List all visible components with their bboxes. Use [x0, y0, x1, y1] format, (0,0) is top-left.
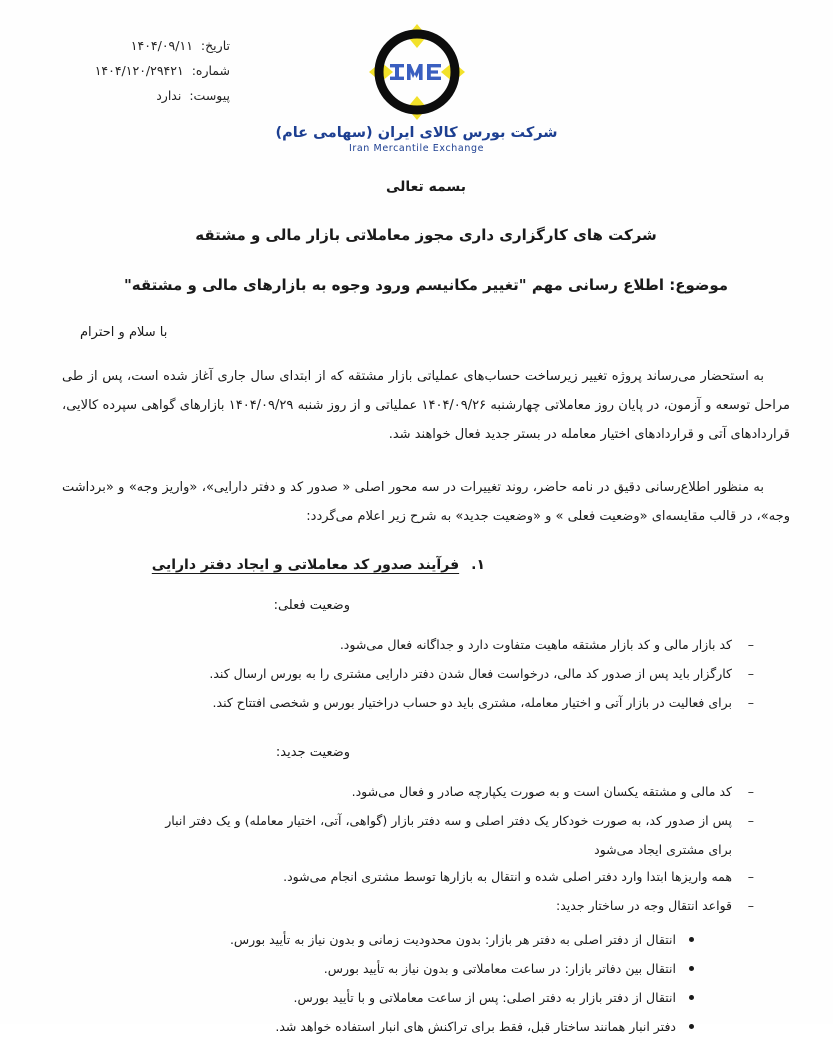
section-1-number: ۱.: [471, 557, 485, 573]
body-paragraph-2: به منظور اطلاع‌رسانی دقیق در نامه حاضر، روند تغییرات در سه محور اصلی « صدور کد و دفتر دارایی»، «واریز وجه» و «برداشت وجه»، در قالب مقایسه‌ای «وضعیت فعلی » و «وضعیت جدید» به شرح زیر اعلام می‌گردد:: [62, 480, 790, 524]
meta-value-date: ۱۴۰۴/۰۹/۱۱: [130, 38, 193, 53]
meta-row-date: [0, 33, 260, 58]
meta-row-attachment: [0, 83, 260, 108]
meta-label-date: تاریخ:: [200, 38, 230, 53]
ime-logo-icon: [369, 24, 465, 120]
new-status-list-continued: [62, 863, 790, 919]
letter-header: [0, 0, 833, 165]
salutation-line: با سلام و احترام: [80, 325, 168, 340]
new-status-list: [62, 778, 790, 834]
subject-line: موضوع: اطلاع رسانی مهم "تغییر مکانیسم ورود وجوه به بازارهای مالی و مشتقه": [123, 276, 729, 294]
organization-name-en: Iran Mercantile Exchange: [348, 143, 485, 154]
body-paragraph-1: به استحضار می‌رساند پروژه تغییر زیرساخت حساب‌های عملیاتی بازار مشتقه که از ابتدای سال جاری آغاز شده است، پس از طی مراحل توسعه و آزمون، در پایان روز معاملاتی چهارشنبه ۱۴۰۴/۰۹/۲۶ عملیاتی و از روز شنبه ۱۴۰۴/۰۹/۲۹ بازارهای گواهی سپرده کالایی، قراردادهای آتی و قراردادهای اختیار معامله در بستر جدید فعال خواهند شد.: [62, 369, 791, 442]
addressee-line: شرکت های کارگزاری داری مجوز معاملاتی بازار مالی و مشتقه: [195, 226, 657, 244]
section-1-title: فرآیند صدور کد معاملاتی و ایجاد دفتر دارایی: [151, 557, 460, 573]
letter-content: [0, 177, 833, 1041]
list-item: انتقال از دفتر اصلی به دفتر هر بازار: بدون محدودیت زمانی و بدون نیاز به تأیید بورس.: [62, 925, 698, 954]
list-item: – برای فعالیت در بازار آتی و اختیار معامله، مشتری باید دو حساب دراختیار بورس و شخصی افتتاح کند.: [62, 689, 754, 716]
new-status-item-2-continuation: برای مشتری ایجاد می‌شود: [594, 842, 732, 857]
list-item: انتقال بین دفاتر بازار: در ساعت معاملاتی و بدون نیاز به تأیید بورس.: [62, 954, 698, 983]
current-status-list: [62, 631, 790, 716]
bismillah-line: بسمه تعالی: [385, 179, 467, 195]
list-item: – همه واریزها ابتدا وارد دفتر اصلی شده و انتقال به بازارها توسط مشتری انجام می‌شود.: [62, 863, 754, 890]
current-status-label: وضعیت فعلی:: [273, 598, 350, 613]
section-1-heading: [62, 557, 790, 573]
meta-label-number: شماره:: [191, 63, 230, 78]
letter-meta-block: [0, 33, 260, 108]
meta-value-attachment: ندارد: [156, 88, 182, 103]
list-item: انتقال از دفتر بازار به دفتر اصلی: پس از ساعت معاملاتی و با تأیید بورس.: [62, 983, 698, 1012]
meta-row-number: [0, 58, 260, 83]
list-item: – کد بازار مالی و کد بازار مشتقه ماهیت متفاوت دارد و جداگانه فعال می‌شود.: [62, 631, 754, 658]
meta-label-attachment: پیوست:: [189, 88, 230, 103]
list-item: – قواعد انتقال وجه در ساختار جدید:: [62, 892, 754, 919]
organization-name-fa: شرکت بورس کالای ایران (سهامی عام): [275, 125, 558, 141]
list-item: – پس از صدور کد، به صورت خودکار یک دفتر اصلی و سه دفتر بازار (گواهی، آتی، اختیار معامله) و یک دفتر انبار: [62, 807, 754, 834]
meta-value-number: ۱۴۰۴/۱۲۰/۲۹۴۲۱: [94, 63, 184, 78]
organization-logo-block: [267, 24, 567, 156]
list-item: دفتر انبار همانند ساختار قبل، فقط برای تراکنش های انبار استفاده خواهد شد.: [62, 1012, 698, 1041]
new-status-label: وضعیت جدید:: [275, 745, 350, 760]
list-item: – کد مالی و مشتقه یکسان است و به صورت یکپارچه صادر و فعال می‌شود.: [62, 778, 754, 805]
list-item: – کارگزار باید پس از صدور کد مالی، درخواست فعال شدن دفتر دارایی مشتری را به بورس ارسال کند.: [62, 660, 754, 687]
